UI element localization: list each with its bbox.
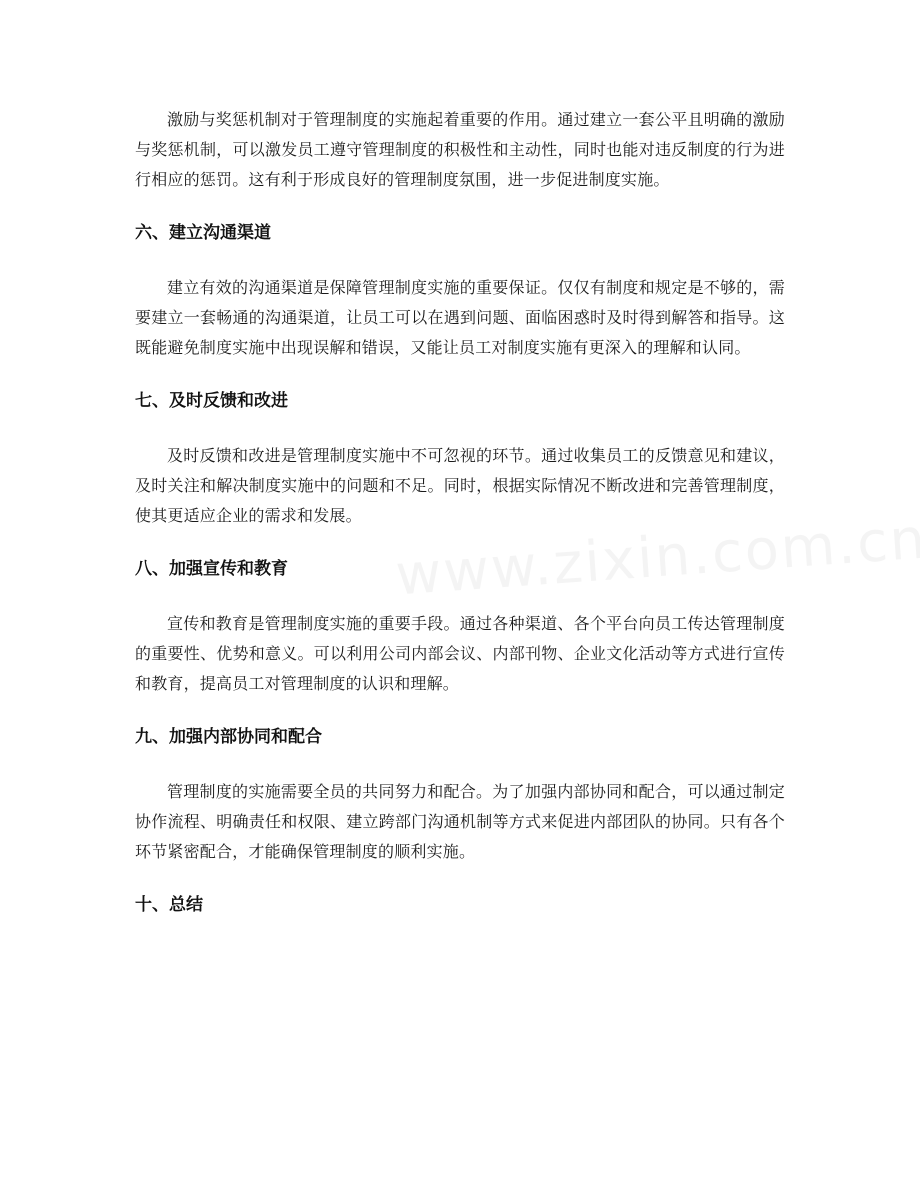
paragraph-internal-collaboration: 管理制度的实施需要全员的共同努力和配合。为了加强内部协同和配合，可以通过制定协作流程、明确责任和权限、建立跨部门沟通机制等方式来促进内部团队的协同。只有各个环节紧密配合，才能确保管理制度的顺利实施。 [135, 782, 785, 861]
heading-summary: 十、总结 [135, 895, 203, 915]
paragraph-publicity-education: 宣传和教育是管理制度实施的重要手段。通过各种渠道、各个平台向员工传达管理制度的重要性、优势和意义。可以利用公司内部会议、内部刊物、企业文化活动等方式进行宣传和教育，提高员工对管理制度的认识和理解。 [135, 614, 785, 693]
paragraph-communication-channels: 建立有效的沟通渠道是保障管理制度实施的重要保证。仅仅有制度和规定是不够的，需要建立一套畅通的沟通渠道，让员工可以在遇到问题、面临困惑时及时得到解答和指导。这既能避免制度实施中出现误解和错误，又能让员工对制度实施有更深入的理解和认同。 [135, 278, 785, 357]
heading-feedback-improvement: 七、及时反馈和改进 [135, 391, 288, 411]
heading-communication-channels: 六、建立沟通渠道 [135, 223, 271, 243]
document-body [135, 105, 785, 920]
heading-publicity-education: 八、加强宣传和教育 [135, 559, 288, 579]
paragraph-feedback-improvement: 及时反馈和改进是管理制度实施中不可忽视的环节。通过收集员工的反馈意见和建议，及时关注和解决制度实施中的问题和不足。同时，根据实际情况不断改进和完善管理制度，使其更适应企业的需求和发展。 [135, 446, 785, 525]
heading-internal-collaboration: 九、加强内部协同和配合 [135, 727, 322, 747]
paragraph-incentive-mechanism: 激励与奖惩机制对于管理制度的实施起着重要的作用。通过建立一套公平且明确的激励与奖惩机制，可以激发员工遵守管理制度的积极性和主动性，同时也能对违反制度的行为进行相应的惩罚。这有利于形成良好的管理制度氛围，进一步促进制度实施。 [135, 110, 785, 189]
